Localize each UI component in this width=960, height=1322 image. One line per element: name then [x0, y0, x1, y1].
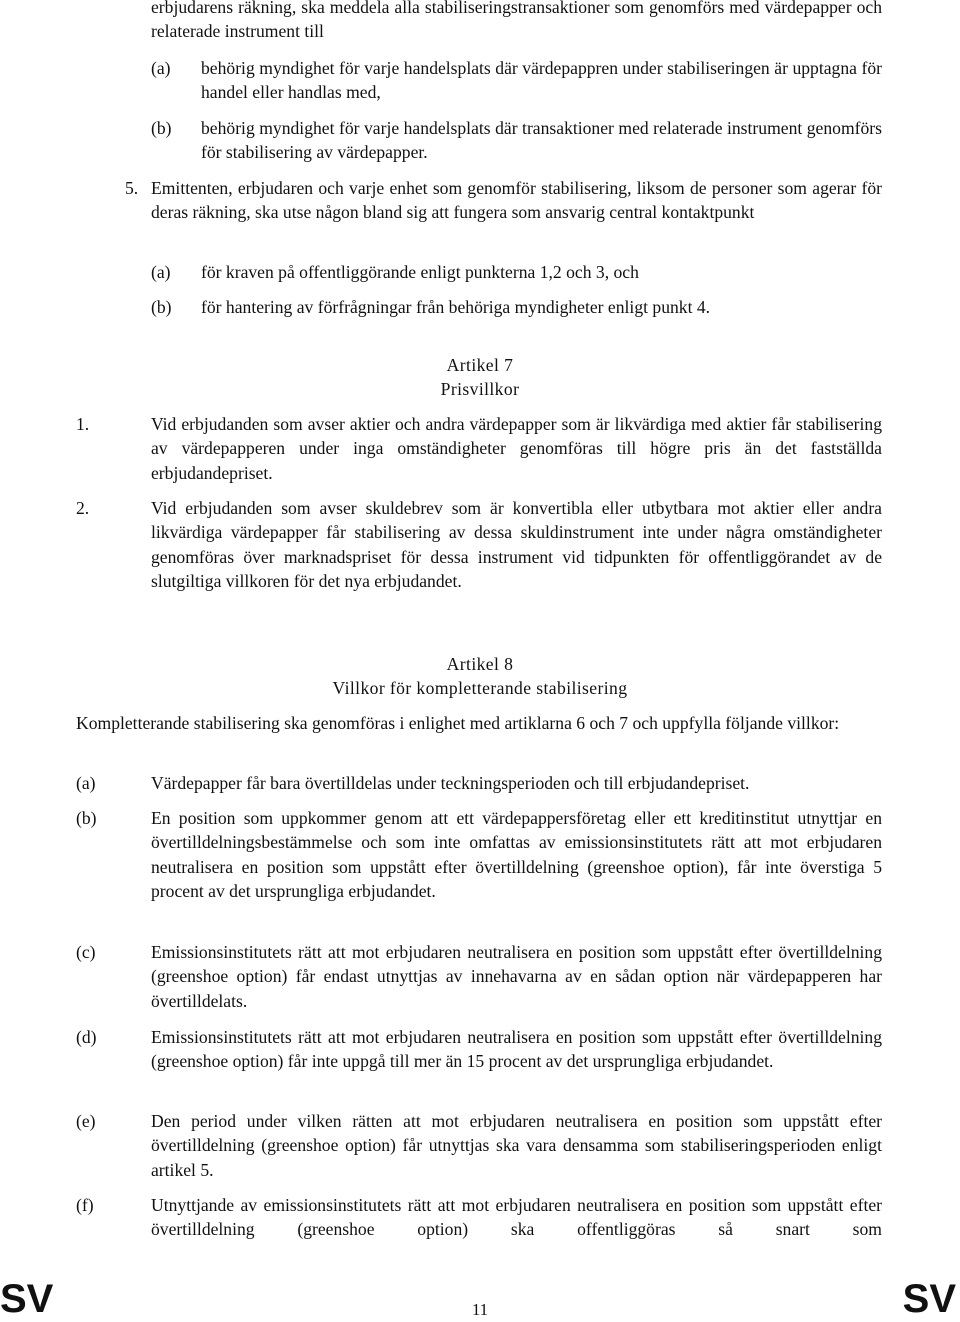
item-label: (f): [76, 1195, 94, 1215]
item-label: (b): [151, 118, 172, 138]
article-heading: Artikel 7: [446, 355, 514, 375]
item-label: (a): [76, 773, 96, 793]
list-item-text: behörig myndighet för varje handelsplats där värdepappren under stabiliseringen är upptagna för handel eller handlas med,: [201, 58, 882, 103]
page-number: 11: [471, 1300, 489, 1319]
item-label: (c): [76, 942, 96, 962]
list-item-text: för hantering av förfrågningar från behöriga myndigheter enligt punkt 4.: [201, 297, 711, 317]
list-item-text: En position som uppkommer genom att ett värdepappersföretag eller ett kreditinstitut utnyttjar en övertilldelningsbestämmelse och som inte omfattas av emissionsinstitutets rätt att mot erbjudaren neutralisera en position som uppstått efter övertilldelning (greenshoe option), får inte överstiga 5 procent av det ursprungliga erbjudandet.: [151, 808, 882, 902]
list-item-text: Den period under vilken rätten att mot erbjudaren neutralisera en position som uppstått efter övertilldelning (greenshoe option) får utnyttjas ska vara densamma som stabiliseringsperioden enligt artikel 5.: [151, 1111, 882, 1180]
paragraph-number: 5.: [125, 178, 139, 198]
item-label: (a): [151, 58, 171, 78]
paragraph-text: Vid erbjudanden som avser skuldebrev som är konvertibla eller utbytbara mot aktier eller andra likvärdiga värdepapper får stabilisering av dessa skuldinstrument inte under några omständigheter genomföras över marknadspriset för dessa instrument vid tidpunkten för offentliggörandet av de slutgiltiga villkoren för det nya erbjudandet.: [151, 498, 882, 592]
list-item-text: behörig myndighet för varje handelsplats där transaktioner med relaterade instrument genomförs för stabilisering av värdepapper.: [201, 118, 882, 163]
list-item-text: Emissionsinstitutets rätt att mot erbjudaren neutralisera en position som uppstått efter övertilldelning (greenshoe option) får inte uppgå till mer än 15 procent av det ursprungliga erbjudandet.: [151, 1027, 882, 1072]
list-item-text: för kraven på offentliggörande enligt punkterna 1,2 och 3, och: [201, 262, 639, 282]
list-item-text: Emissionsinstitutets rätt att mot erbjudaren neutralisera en position som uppstått efter övertilldelning (greenshoe option) får endast utnyttjas av innehavarna av en sådan option när värdepapperen har övertilldelats.: [151, 942, 882, 1011]
list-item-text: Värdepapper får bara övertilldelas under teckningsperioden och till erbjudandepriset.: [151, 773, 750, 793]
article-heading: Artikel 8: [446, 654, 514, 674]
article-subheading: Prisvillkor: [440, 379, 520, 399]
paragraph-text: Vid erbjudanden som avser aktier och andra värdepapper som är likvärdiga med aktier får stabilisering av värdepapperen under inga omständigheter genomföras till högre pris än det fastställda erbjudandepriset.: [151, 414, 882, 483]
language-code-right: SV: [902, 1277, 956, 1321]
article-subheading: Villkor för kompletterande stabilisering: [332, 678, 628, 698]
item-label: (b): [151, 297, 172, 317]
article-intro: Kompletterande stabilisering ska genomföras i enlighet med artiklarna 6 och 7 och uppfylla följande villkor:: [76, 713, 840, 733]
item-label: (b): [76, 808, 97, 828]
paragraph-text: Emittenten, erbjudaren och varje enhet som genomför stabilisering, liksom de personer som agerar för deras räkning, ska utse någon bland sig att fungera som ansvarig central kontaktpunkt: [151, 178, 882, 223]
item-label: (d): [76, 1027, 97, 1047]
language-code-left: SV: [0, 1277, 54, 1321]
item-label: (e): [76, 1111, 96, 1131]
item-label: (a): [151, 262, 171, 282]
paragraph-number: 1.: [76, 414, 90, 434]
continuation-paragraph: erbjudarens räkning, ska meddela alla stabiliseringstransaktioner som genomförs med värdepapper och relaterade instrument till: [151, 0, 882, 42]
list-item-text: Utnyttjande av emissionsinstitutets rätt att mot erbjudaren neutralisera en position som uppstått efter övertilldelning (greenshoe option) ska offentliggöras så snart som: [151, 1195, 882, 1240]
paragraph-number: 2.: [76, 498, 90, 518]
